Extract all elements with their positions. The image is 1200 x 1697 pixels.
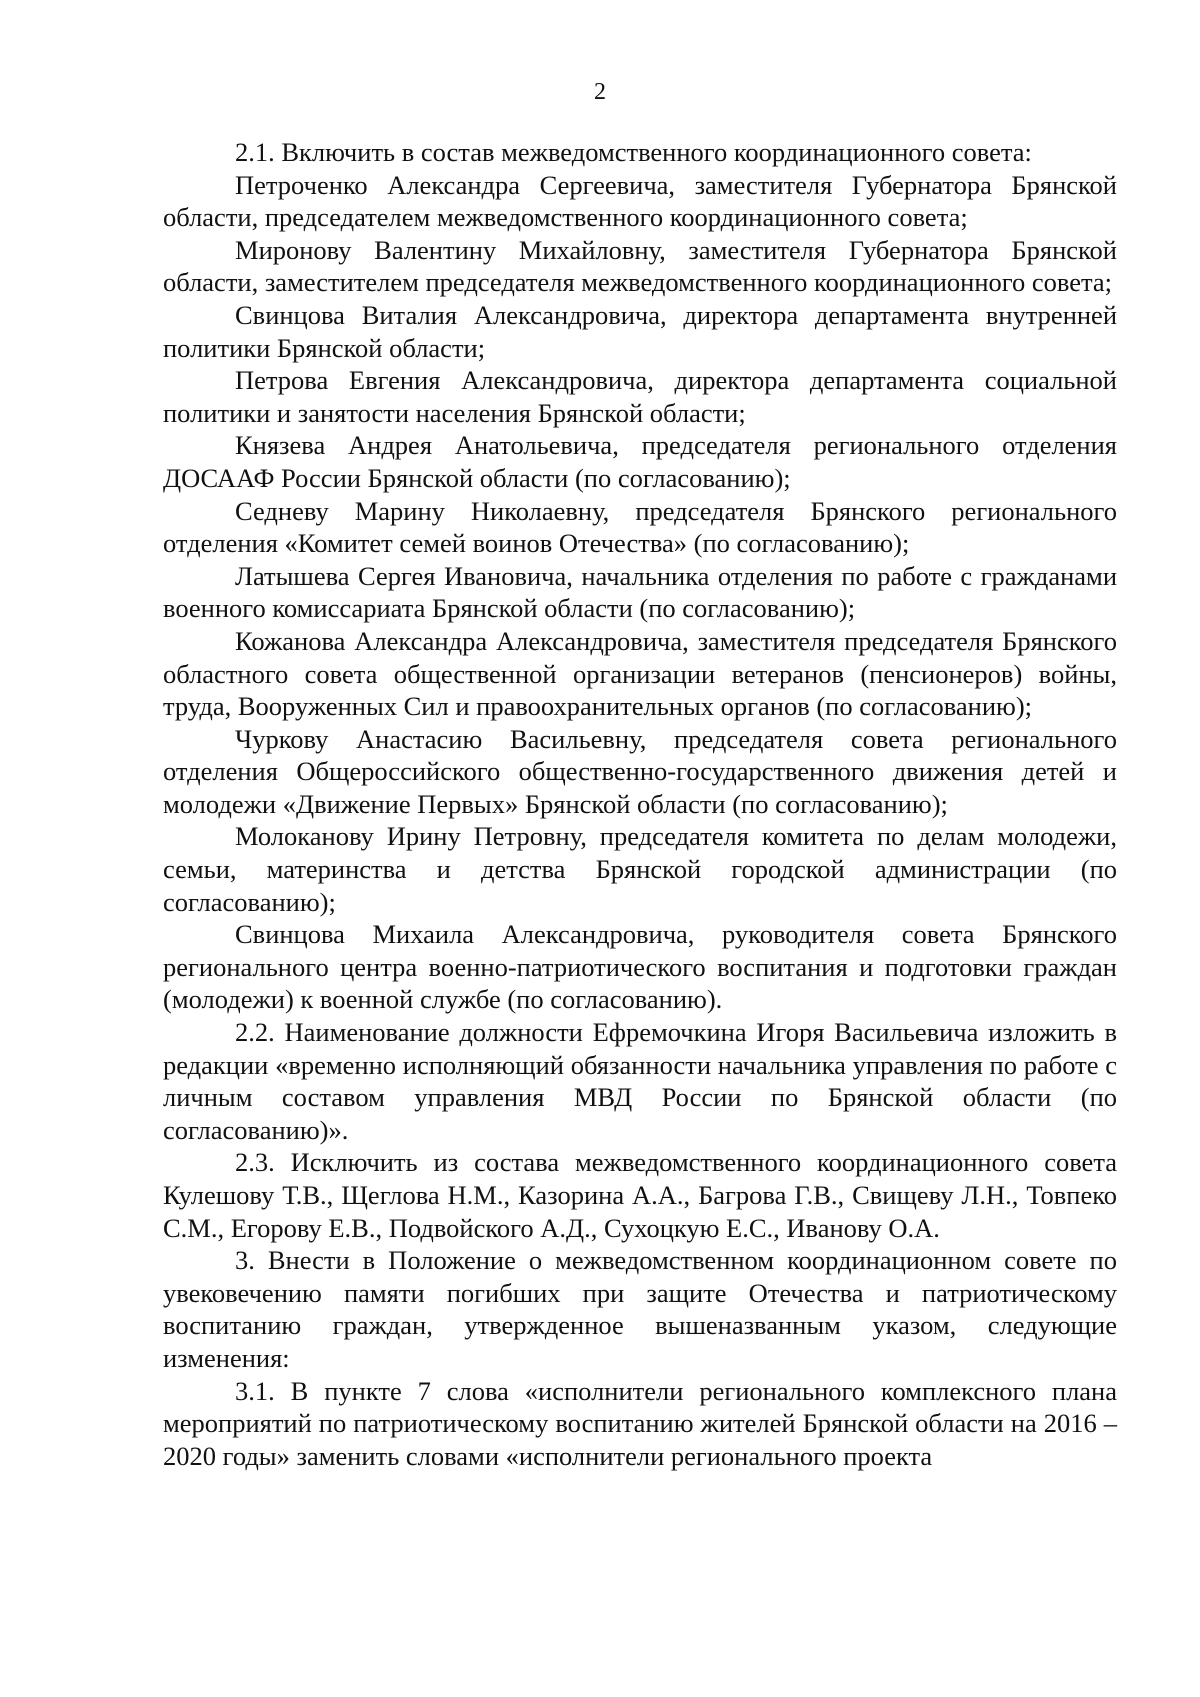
paragraph-member-mironova: Миронову Валентину Михайловну, заместителя Губернатора Брянской области, заместителем председателя межведомственного координационного совета; [163, 234, 1117, 298]
paragraph-member-svintsov-v: Свинцова Виталия Александровича, директора департамента внутренней политики Брянской области; [163, 299, 1117, 363]
page-number: 2 [594, 79, 606, 105]
paragraph-3-1: 3.1. В пункте 7 слова «исполнители регионального комплексного плана мероприятий по патриотическому воспитанию жителей Брянской области на 2016 – 2020 годы» заменить словами «исполнители регионального проекта [163, 1375, 1117, 1471]
paragraph-member-molokanova: Молоканову Ирину Петровну, председателя комитета по делам молодежи, семьи, материнства и детства Брянской городской администрации (по согласованию); [163, 821, 1117, 917]
paragraph-member-petrov: Петрова Евгения Александровича, директора департамента социальной политики и занятости населения Брянской области; [163, 365, 1117, 428]
paragraph-member-latyshev: Латышева Сергея Ивановича, начальника отделения по работе с гражданами военного комиссариата Брянской области (по согласованию); [163, 560, 1117, 624]
document-body [163, 136, 1117, 1472]
paragraph-member-petrochenko: Петроченко Александра Сергеевича, заместителя Губернатора Брянской области, председателем межведомственного координационного совета; [163, 169, 1117, 233]
paragraph-3: 3. Внести в Положение о межведомственном координационном совете по увековечению памяти погибших при защите Отечества и патриотическому воспитанию граждан, утвержденное вышеназванным указом, следующие изменения: [163, 1245, 1117, 1373]
paragraph-2-1: 2.1. Включить в состав межведомственного координационного совета: [235, 137, 1032, 167]
paragraph-member-churkova: Чуркову Анастасию Васильевну, председателя совета регионального отделения Общероссийского общественно-государственного движения детей и молодежи «Движение Первых» Брянской области (по согласованию); [163, 723, 1117, 819]
paragraph-member-svintsov-m: Свинцова Михаила Александровича, руководителя совета Брянского регионального центра военно-патриотического воспитания и подготовки граждан (молодежи) к военной службе (по согласованию). [163, 919, 1117, 1015]
paragraph-2-3: 2.3. Исключить из состава межведомственного координационного совета Кулешову Т.В., Щеглова Н.М., Казорина А.А., Багрова Г.В., Свищеву Л.Н., Товпеко С.М., Егорову Е.В., Подвойского А.Д., Сухоцкую Е.С., Иванову О.А. [163, 1147, 1117, 1243]
paragraph-2-2: 2.2. Наименование должности Ефремочкина Игоря Васильевича изложить в редакции «временно исполняющий обязанности начальника управления по работе с личным составом управления МВД России по Брянской области (по согласованию)». [163, 1017, 1117, 1145]
paragraph-member-knyazev: Князева Андрея Анатольевича, председателя регионального отделения ДОСААФ России Брянской области (по согласованию); [163, 430, 1117, 493]
paragraph-member-sedneva: Седневу Марину Николаевну, председателя Брянского регионального отделения «Комитет семей воинов Отечества» (по согласованию); [163, 495, 1117, 559]
paragraph-member-kozhanov: Кожанова Александра Александровича, заместителя председателя Брянского областного совета общественной организации ветеранов (пенсионеров) войны, труда, Вооруженных Сил и правоохранительных органов (по согласованию); [163, 625, 1117, 722]
